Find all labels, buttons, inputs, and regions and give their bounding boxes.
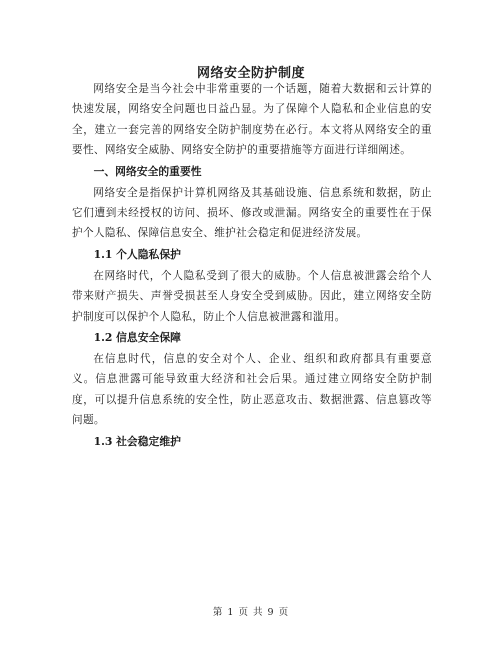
- subsection-heading-social-stability: 1.3 社会稳定维护: [93, 434, 181, 448]
- subsection-heading-info-security: 1.2 信息安全保障: [93, 331, 181, 345]
- subsection-paragraph-info-security: 在信息时代，信息的安全对个人、企业、组织和政府都具有重要意义。信息泄露可能导致重大经济和社会后果。通过建立网络安全防护制度，可以提升信息系统的安全性，防止恶意攻击、数据泄露、信息篡改等问题。: [72, 353, 432, 427]
- page-indicator: 第 1 页 共 9 页: [212, 607, 290, 618]
- subsection-heading-privacy: 1.1 个人隐私保护: [93, 247, 181, 261]
- intro-paragraph: 网络安全是当今社会中非常重要的一个话题，随着大数据和云计算的快速发展，网络安全问题也日益凸显。为了保障个人隐私和企业信息的安全，建立一套完善的网络安全防护制度势在必行。本文将从网络安全的重要性、网络安全威胁、网络安全防护的重要措施等方面进行详细阐述。: [72, 83, 432, 157]
- section-paragraph: 网络安全是指保护计算机网络及其基础设施、信息系统和数据，防止它们遭到未经授权的访问、损坏、修改或泄漏。网络安全的重要性在于保护个人隐私、保障信息安全、维护社会稳定和促进经济发展。: [72, 186, 432, 240]
- document-title: 网络安全防护制度: [196, 66, 305, 81]
- section-heading: 一、网络安全的重要性: [93, 164, 202, 178]
- subsection-paragraph-privacy: 在网络时代，个人隐私受到了很大的威胁。个人信息被泄露会给个人带来财产损失、声誉受损甚至人身安全受到威胁。因此，建立网络安全防护制度可以保护个人隐私，防止个人信息被泄露和滥用。: [72, 269, 432, 323]
- document-body: [72, 79, 432, 453]
